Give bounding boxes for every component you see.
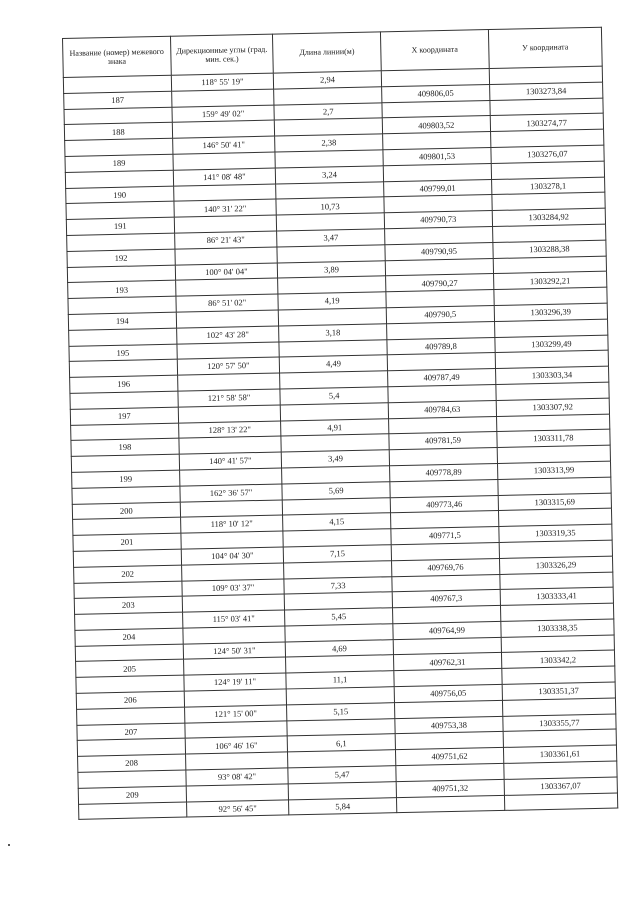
y-cell: 1303342,2	[501, 651, 615, 669]
x-cell: 409764,99	[393, 621, 501, 639]
angle-cell: 86° 51' 02"	[176, 294, 279, 312]
angle-cell: 104° 04' 30"	[181, 547, 284, 565]
length-cell: 7,33	[284, 576, 392, 594]
angle-cell: 140° 41' 57"	[179, 452, 282, 470]
y-cell: 1303338,35	[501, 619, 615, 637]
x-cell: 409787,49	[388, 369, 496, 387]
x-cell: 409769,76	[392, 558, 500, 576]
y-cell: 1303326,29	[499, 556, 613, 574]
angle-cell: 140° 31' 22"	[174, 199, 277, 217]
angle-cell: 141° 08' 48"	[173, 168, 276, 186]
length-cell: 5,47	[288, 766, 396, 784]
x-cell: 409756,05	[394, 685, 502, 703]
x-cell: 409751,62	[395, 748, 503, 766]
header-length: Длина линии(м)	[273, 32, 382, 73]
length-cell: 5,15	[287, 703, 395, 721]
length-cell: 3,24	[275, 166, 383, 184]
coordinates-sheet	[62, 27, 619, 833]
x-cell: 409803,52	[382, 116, 490, 134]
scan-speck	[8, 844, 10, 846]
x-cell: 409790,27	[386, 274, 494, 292]
angle-cell: 120° 57' 50"	[177, 357, 280, 375]
y-cell: 1303355,77	[503, 714, 617, 732]
y-cell: 1303361,61	[503, 745, 617, 763]
length-cell: 4,49	[279, 355, 387, 373]
x-cell: 409778,89	[390, 463, 498, 481]
name-cell: 201	[73, 533, 181, 551]
name-cell: 208	[78, 754, 186, 772]
length-cell: 2,7	[274, 102, 382, 120]
length-cell: 4,15	[283, 513, 391, 531]
name-cell: 207	[77, 723, 185, 741]
name-cell: 191	[66, 217, 174, 235]
x-cell: 409790,73	[384, 211, 492, 229]
name-cell: 193	[68, 281, 176, 299]
name-cell: 187	[64, 91, 172, 109]
y-cell: 1303273,84	[489, 82, 603, 100]
name-cell: 189	[65, 154, 173, 172]
x-cell: 409762,31	[393, 653, 501, 671]
name-cell: 209	[78, 786, 186, 804]
name-cell: 197	[70, 407, 178, 425]
header-angle: Дирекционные углы (град. мин. сек.)	[170, 34, 273, 75]
y-cell: 1303313,99	[497, 461, 611, 479]
y-cell: 1303319,35	[499, 524, 613, 542]
length-cell: 5,45	[285, 608, 393, 626]
angle-cell: 106° 46' 16"	[185, 736, 288, 754]
y-cell: 1303274,77	[490, 114, 604, 132]
name-cell: 188	[64, 123, 172, 141]
angle-cell: 92° 56' 45"	[186, 800, 289, 818]
angle-cell: 100° 04' 04"	[175, 263, 278, 281]
angle-cell: 109° 03' 37"	[182, 578, 285, 596]
name-cell: 200	[72, 502, 180, 520]
y-cell: 1303367,07	[504, 777, 618, 795]
angle-cell: 124° 50' 31"	[183, 642, 286, 660]
angle-cell: 118° 10' 12"	[180, 515, 283, 533]
x-cell: 409790,5	[386, 305, 494, 323]
y-cell: 1303278,1	[491, 177, 605, 195]
y-cell: 1303307,92	[496, 398, 610, 416]
x-cell: 409771,5	[391, 527, 499, 545]
y-cell	[504, 793, 618, 811]
y-cell: 1303351,37	[502, 682, 616, 700]
angle-cell: 86° 21' 43"	[174, 231, 277, 249]
x-cell: 409784,63	[388, 400, 496, 418]
header-x: X координата	[380, 30, 489, 71]
x-cell: 409789,8	[387, 337, 495, 355]
length-cell: 5,84	[289, 797, 397, 815]
y-cell: 1303299,49	[495, 335, 609, 353]
x-cell	[396, 795, 504, 813]
angle-cell: 121° 58' 58"	[178, 389, 281, 407]
y-cell: 1303292,21	[493, 272, 607, 290]
angle-cell: 162° 36' 57"	[180, 484, 283, 502]
x-cell: 409806,05	[382, 84, 490, 102]
angle-cell: 121° 15' 00"	[184, 705, 287, 723]
name-cell: 195	[69, 344, 177, 362]
length-cell: 10,73	[276, 197, 384, 215]
y-cell: 1303311,78	[497, 429, 611, 447]
name-cell: 194	[68, 312, 176, 330]
angle-cell: 118° 55' 19"	[171, 73, 274, 91]
name-cell: 196	[70, 375, 178, 393]
y-cell: 1303333,41	[500, 587, 614, 605]
x-cell: 409767,3	[392, 590, 500, 608]
name-cell: 202	[74, 565, 182, 583]
y-cell: 1303296,39	[494, 303, 608, 321]
length-cell: 3,49	[281, 450, 389, 468]
angle-cell: 128° 13' 22"	[178, 421, 281, 439]
boundary-coordinates-table	[62, 27, 618, 821]
length-cell: 5,69	[282, 481, 390, 499]
name-cell: 204	[75, 628, 183, 646]
x-cell: 409753,38	[395, 716, 503, 734]
x-cell: 409790,95	[385, 242, 493, 260]
name-cell: 192	[67, 249, 175, 267]
length-cell: 2,94	[273, 71, 381, 89]
name-cell: 190	[66, 186, 174, 204]
length-cell: 3,47	[277, 229, 385, 247]
length-cell: 2,38	[275, 134, 383, 152]
name-cell	[79, 802, 187, 820]
table-body	[63, 66, 617, 820]
name-cell: 206	[76, 691, 184, 709]
angle-cell: 146° 50' 41"	[172, 136, 275, 154]
y-cell: 1303284,92	[492, 208, 606, 226]
length-cell: 7,15	[283, 545, 391, 563]
name-cell: 198	[71, 438, 179, 456]
y-cell: 1303315,69	[498, 493, 612, 511]
x-cell: 409799,01	[384, 179, 492, 197]
y-cell: 1303288,38	[493, 240, 607, 258]
y-cell: 1303303,34	[495, 366, 609, 384]
header-name: Название (номер) межевого знака	[63, 36, 172, 77]
x-cell: 409801,53	[383, 148, 491, 166]
length-cell: 6,1	[287, 734, 395, 752]
length-cell: 4,69	[285, 639, 393, 657]
angle-cell: 115° 03' 41"	[182, 610, 285, 628]
angle-cell: 159° 49' 02"	[172, 105, 275, 123]
angle-cell: 102° 43' 28"	[176, 326, 279, 344]
name-cell: 205	[76, 660, 184, 678]
x-cell: 409781,59	[389, 432, 497, 450]
header-y: У координата	[488, 27, 602, 68]
x-cell: 409773,46	[390, 495, 498, 513]
angle-cell: 93° 08' 42"	[186, 768, 289, 786]
length-cell: 3,18	[279, 324, 387, 342]
length-cell: 4,19	[278, 292, 386, 310]
length-cell: 5,4	[280, 387, 388, 405]
length-cell: 4,91	[281, 418, 389, 436]
y-cell: 1303276,07	[491, 145, 605, 163]
angle-cell: 124° 19' 11"	[184, 673, 287, 691]
length-cell: 11,1	[286, 671, 394, 689]
name-cell: 199	[72, 470, 180, 488]
x-cell: 409751,32	[396, 779, 504, 797]
name-cell: 203	[74, 596, 182, 614]
length-cell: 3,89	[277, 260, 385, 278]
